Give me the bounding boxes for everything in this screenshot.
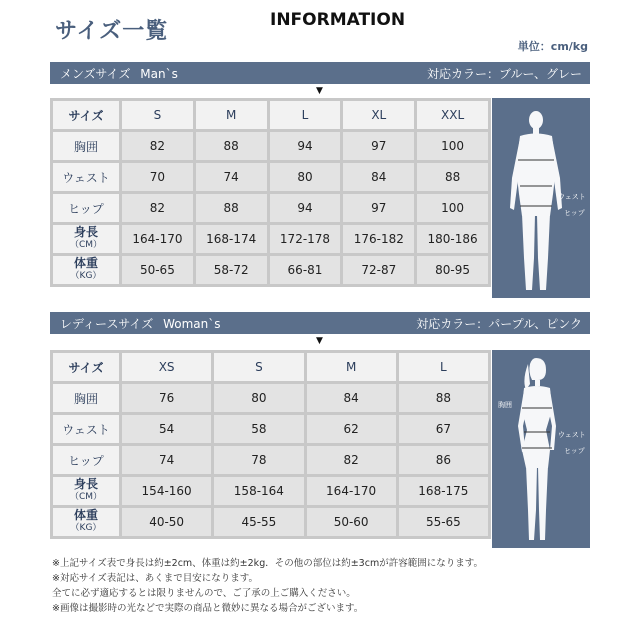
table-cell: 168-174: [196, 225, 267, 253]
table-cell: 88: [399, 384, 488, 412]
table-cell: 74: [196, 163, 267, 191]
table-cell: 84: [343, 163, 414, 191]
womens-figure-panel: [492, 350, 590, 548]
table-cell: 86: [399, 446, 488, 474]
table-cell: 164-170: [307, 477, 396, 505]
table-cell: 158-164: [214, 477, 303, 505]
row-label: [53, 508, 119, 536]
row-label-main: 体重: [73, 508, 98, 522]
size-header-cell: M: [307, 353, 396, 381]
table-row: [53, 132, 488, 160]
table-cell: 176-182: [343, 225, 414, 253]
table-cell: 78: [214, 446, 303, 474]
row-label: ウェスト: [53, 163, 119, 191]
mens-band-title: メンズサイズ: [60, 66, 131, 81]
mens-band: [50, 62, 590, 84]
table-cell: 70: [122, 163, 193, 191]
womens-figure-hip-label: ヒップ: [564, 447, 585, 455]
row-label: 胸囲: [53, 384, 119, 412]
table-cell: 80: [270, 163, 341, 191]
mens-figure-hip-label: ヒップ: [564, 209, 585, 217]
size-header-cell: XL: [343, 101, 414, 129]
table-cell: 80-95: [417, 256, 488, 284]
table-cell: 88: [196, 194, 267, 222]
table-cell: 74: [122, 446, 211, 474]
size-header-cell: XS: [122, 353, 211, 381]
table-cell: 80: [214, 384, 303, 412]
size-header-label: サイズ: [53, 353, 119, 381]
note-line: 全てに必ず適応するとは限りませんので、ご了承の上ご購入ください。: [52, 588, 356, 599]
size-header-cell: S: [214, 353, 303, 381]
row-label: ヒップ: [53, 194, 119, 222]
table-cell: 76: [122, 384, 211, 412]
table-cell: 67: [399, 415, 488, 443]
table-cell: 58-72: [196, 256, 267, 284]
table-row: [53, 446, 488, 474]
row-label-main: 体重: [73, 256, 98, 270]
note-line: ※対応サイズ表記は、あくまで目安になります。: [52, 573, 258, 584]
mens-size-table: [50, 98, 491, 287]
table-cell: 50-60: [307, 508, 396, 536]
table-row: [53, 225, 488, 253]
table-cell: 168-175: [399, 477, 488, 505]
womens-figure-bust-label: 胸囲: [498, 401, 512, 409]
table-row: [53, 163, 488, 191]
table-cell: 180-186: [417, 225, 488, 253]
row-label: 胸囲: [53, 132, 119, 160]
row-label-unit: （CM）: [69, 492, 103, 502]
womens-band-sub: Woman`s: [163, 316, 221, 331]
womens-band-title: レディースサイズ: [60, 316, 154, 331]
row-label-main: 身長: [73, 477, 98, 491]
table-cell: 62: [307, 415, 396, 443]
table-cell: 72-87: [343, 256, 414, 284]
table-row: [53, 194, 488, 222]
brand-title: INFORMATION: [270, 10, 406, 30]
size-header-label: サイズ: [53, 101, 119, 129]
row-label: [53, 256, 119, 284]
table-cell: 82: [307, 446, 396, 474]
row-label-unit: （KG）: [70, 271, 102, 281]
table-cell: 154-160: [122, 477, 211, 505]
table-cell: 88: [417, 163, 488, 191]
table-cell: 84: [307, 384, 396, 412]
row-label: [53, 225, 119, 253]
table-cell: 164-170: [122, 225, 193, 253]
table-cell: 172-178: [270, 225, 341, 253]
table-cell: 45-55: [214, 508, 303, 536]
size-header-cell: L: [399, 353, 488, 381]
table-cell: 66-81: [270, 256, 341, 284]
row-label: [53, 477, 119, 505]
size-header-row: [53, 101, 488, 129]
size-header-cell: XXL: [417, 101, 488, 129]
note-line: ※上記サイズ表で身長は約±2cm、体重は約±2kg．その他の部位は約±3cmが許容範囲になります。: [52, 558, 483, 569]
table-row: [53, 415, 488, 443]
size-header-cell: L: [270, 101, 341, 129]
table-row: [53, 508, 488, 536]
row-label-unit: （KG）: [70, 523, 102, 533]
table-cell: 97: [343, 132, 414, 160]
table-cell: 55-65: [399, 508, 488, 536]
womens-band: [50, 312, 590, 334]
mens-band-sub: Man`s: [140, 66, 178, 81]
size-header-cell: S: [122, 101, 193, 129]
table-cell: 100: [417, 194, 488, 222]
womens-figure-waist-label: ウェスト: [558, 431, 586, 439]
table-cell: 82: [122, 194, 193, 222]
mens-band-colors: 対応カラー：ブルー、グレー: [426, 66, 582, 81]
table-row: [53, 477, 488, 505]
down-arrow-icon: ▼: [316, 86, 323, 96]
table-cell: 88: [196, 132, 267, 160]
notes: [52, 556, 483, 616]
mens-figure-waist-label: ウェスト: [558, 193, 586, 201]
table-cell: 94: [270, 132, 341, 160]
table-cell: 94: [270, 194, 341, 222]
note-line: ※画像は撮影時の光などで実際の商品と微妙に異なる場合がございます。: [52, 603, 364, 614]
unit-label: 単位：cm/kg: [517, 40, 588, 53]
size-header-cell: M: [196, 101, 267, 129]
size-header-row: [53, 353, 488, 381]
table-cell: 50-65: [122, 256, 193, 284]
table-cell: 58: [214, 415, 303, 443]
womens-size-table: [50, 350, 491, 539]
down-arrow-icon: ▼: [316, 336, 323, 346]
table-cell: 97: [343, 194, 414, 222]
row-label-unit: （CM）: [69, 240, 103, 250]
mens-figure-panel: [492, 98, 590, 298]
womens-band-colors: 対応カラー：パープル、ピンク: [416, 316, 582, 331]
table-row: [53, 384, 488, 412]
row-label: ヒップ: [53, 446, 119, 474]
page-title: サイズ一覧: [55, 19, 169, 44]
row-label-main: 身長: [73, 225, 98, 239]
table-row: [53, 256, 488, 284]
table-cell: 54: [122, 415, 211, 443]
table-cell: 100: [417, 132, 488, 160]
table-cell: 40-50: [122, 508, 211, 536]
table-cell: 82: [122, 132, 193, 160]
row-label: ウェスト: [53, 415, 119, 443]
